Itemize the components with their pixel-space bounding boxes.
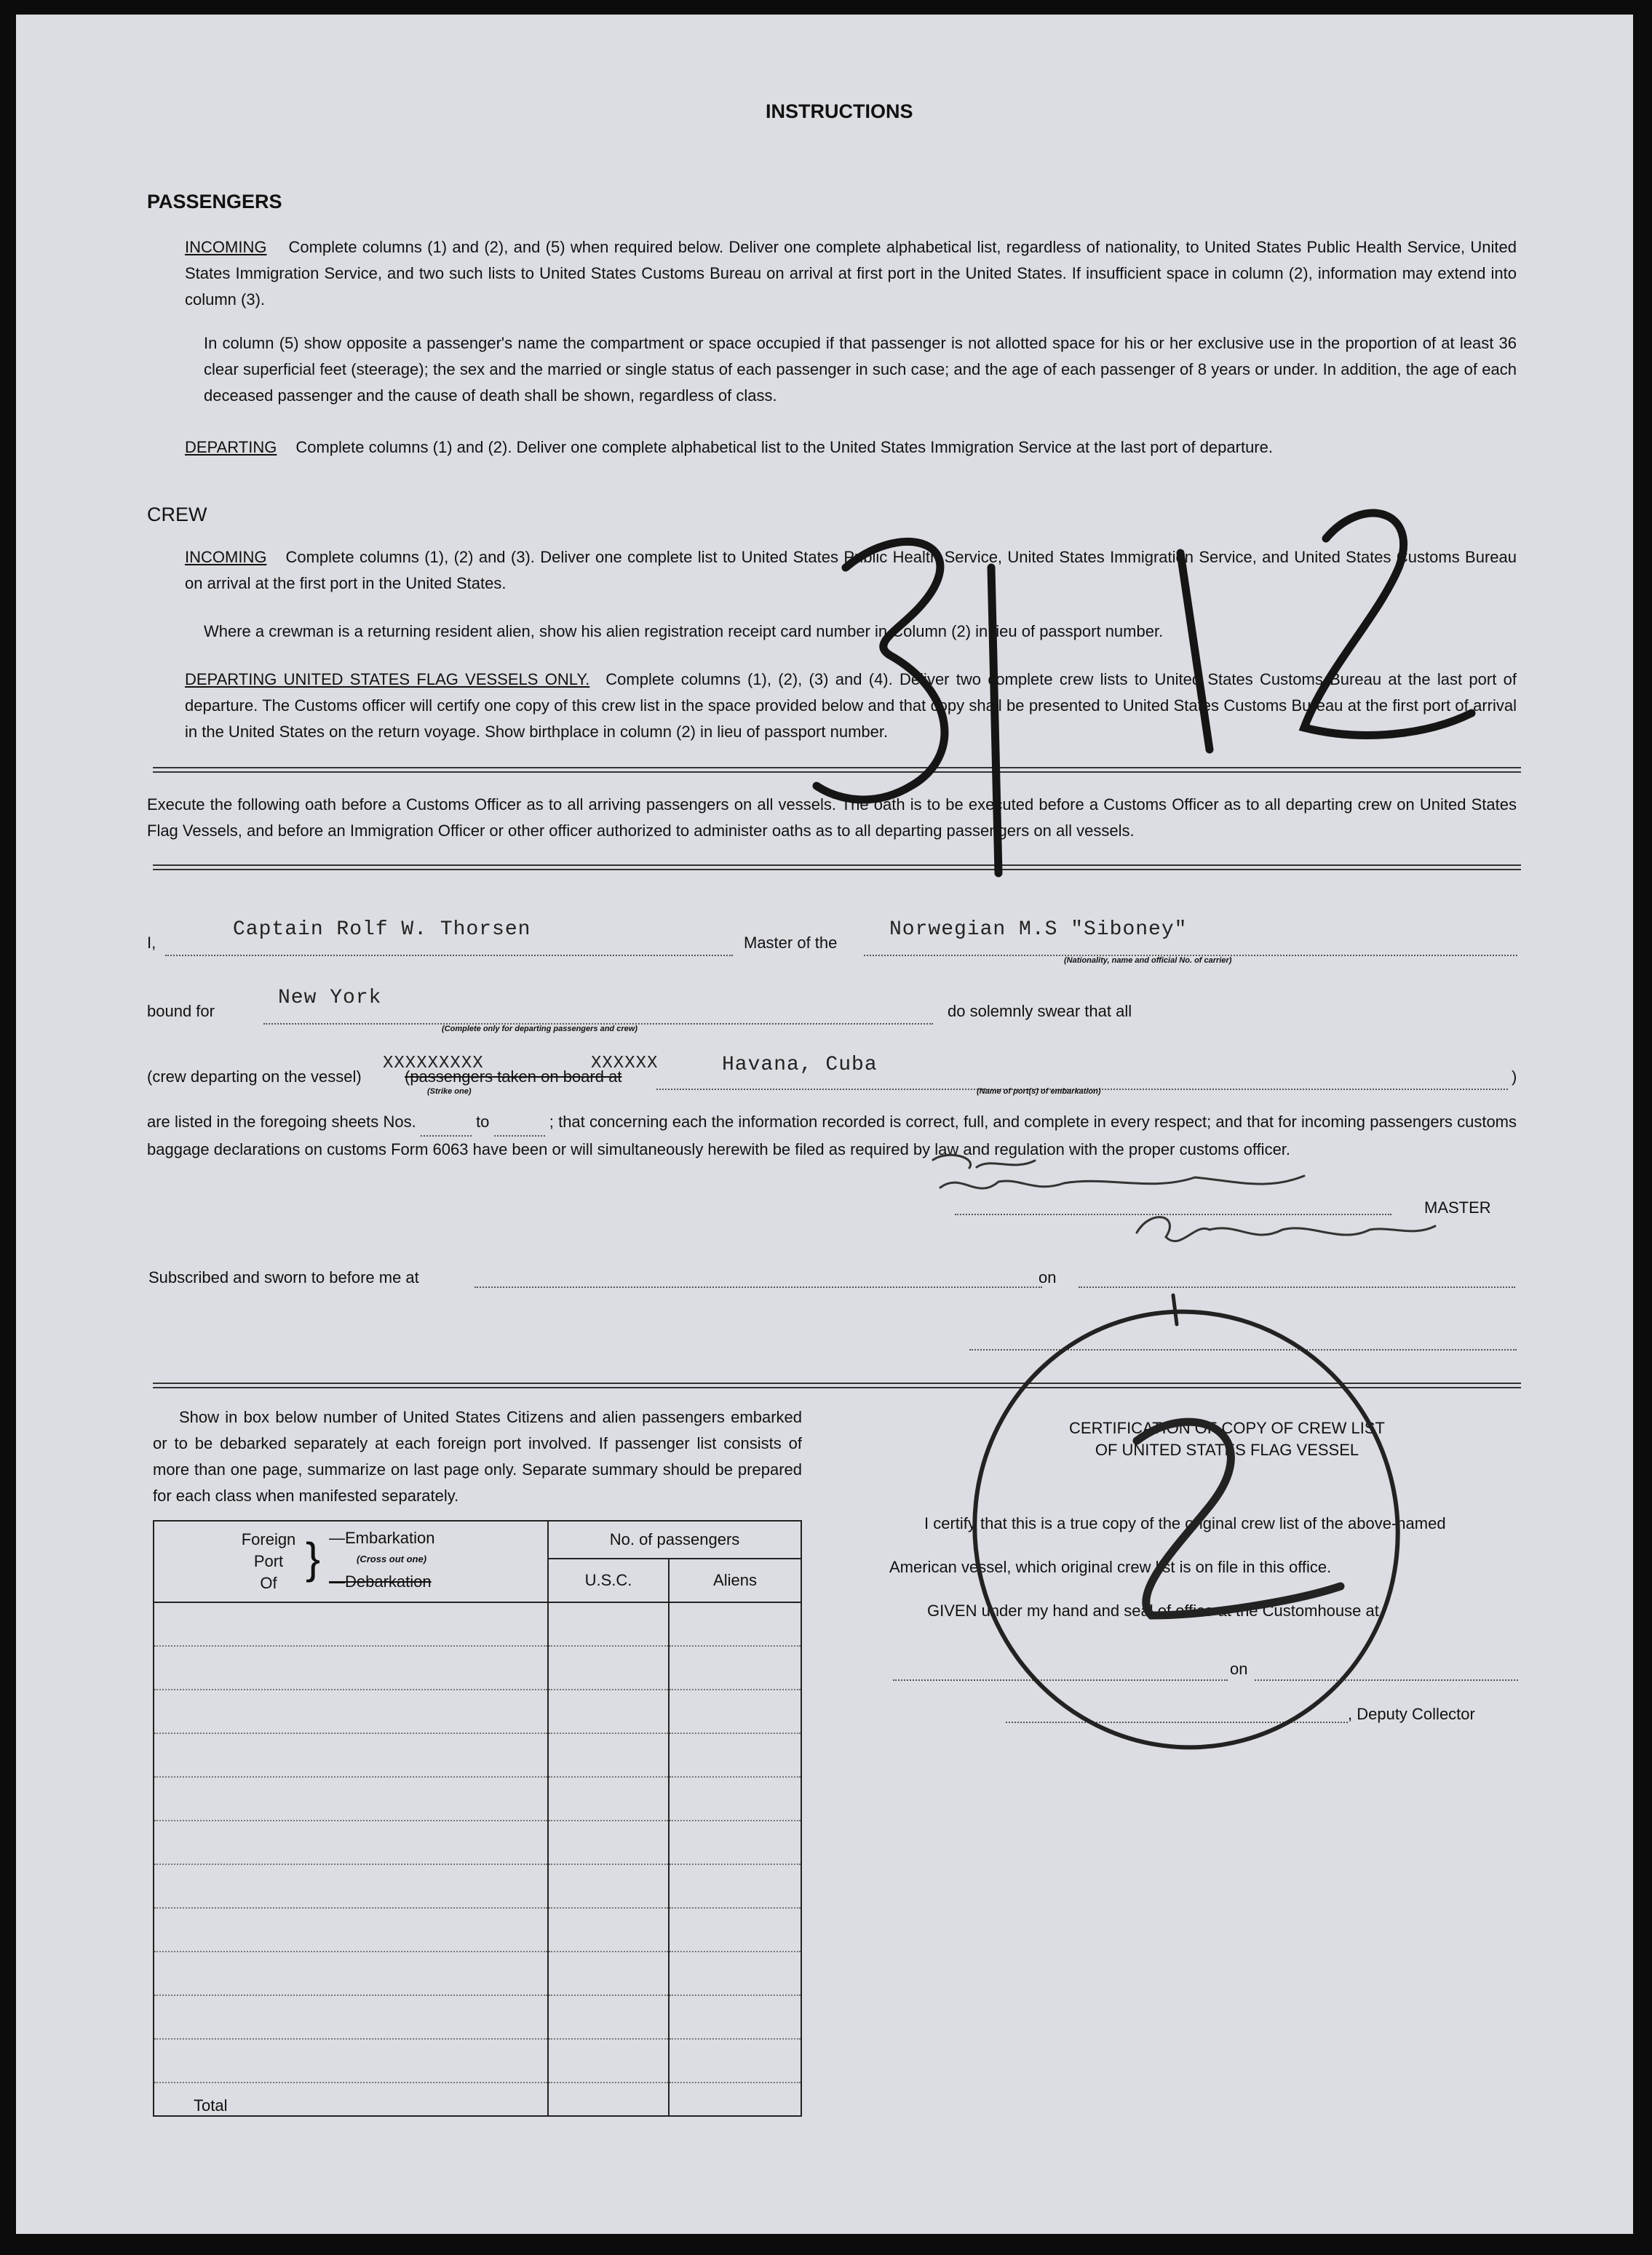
port-row[interactable]: [154, 1690, 547, 1734]
master-of-label: Master of the: [744, 934, 838, 952]
divider-rule: [153, 767, 1521, 768]
swear-text: do solemnly swear that all: [948, 1002, 1132, 1020]
vessel-value: Norwegian M.S "Siboney": [889, 918, 1188, 941]
passengers-incoming-block: [185, 234, 1517, 313]
summary-instructions: Show in box below number of United States Citizens and alien passengers embarked or to be debarked separately at each foreign port involved. If passenger list consists of more than one page, summarize on last page only. Separate summary should be prepared for each class when manifested separately.: [153, 1408, 802, 1505]
manifest-page: [16, 15, 1633, 2234]
divider-rule: [153, 771, 1521, 773]
close-paren: ): [1512, 1067, 1517, 1086]
deputy-signature-field[interactable]: [1006, 1703, 1348, 1723]
strike-marks-1: XXXXXXXXX: [383, 1054, 484, 1073]
passengers-departing-text: Complete columns (1) and (2). Deliver one complete alphabetical list to the United States Immigration Service at the last port of departure.: [295, 438, 1273, 456]
cert-date-field[interactable]: [1255, 1661, 1518, 1681]
embark-port-value: Havana, Cuba: [722, 1054, 878, 1076]
port-row[interactable]: [154, 1821, 547, 1865]
port-row[interactable]: [154, 1734, 547, 1778]
oath-i-label: I,: [147, 934, 156, 952]
port-word: Port: [253, 1552, 284, 1570]
brace-glyph: }: [306, 1534, 321, 1583]
debarkation-option[interactable]: —Debarkation: [329, 1572, 432, 1591]
passengers-incoming-text: Complete columns (1) and (2), and (5) when required below. Deliver one complete alphabetical list, regardless of nationality, to United States Public Health Service, United States Immigration Service, and two such lists to United States Customs Bureau on arrival at first port in the United States. If insufficient space in column (2), information may extend into column (3).: [185, 238, 1517, 309]
port-row[interactable]: [154, 1952, 547, 1996]
aliens-header: Aliens: [713, 1571, 757, 1589]
passengers-incoming-label: INCOMING: [185, 238, 267, 256]
subscribed-on-label: on: [1039, 1268, 1057, 1286]
divider-rule: [153, 869, 1521, 870]
destination-value: New York: [278, 987, 382, 1009]
strike-caption: (Strike one): [427, 1087, 472, 1096]
sheet-to-field[interactable]: [494, 1109, 545, 1137]
sheets-text-1: are listed in the foregoing sheets Nos.: [147, 1113, 416, 1131]
port-row[interactable]: [154, 1647, 547, 1690]
foreign-port-header: [154, 1521, 548, 1602]
passengers-taken-label: (passengers taken on board at: [405, 1067, 622, 1086]
master-name-value: Captain Rolf W. Thorsen: [233, 918, 531, 941]
embark-caption: (Name of port(s) of embarkation): [977, 1087, 1101, 1096]
crew-heading: CREW: [147, 504, 207, 525]
cert-line1: I certify that this is a true copy of the original crew list of the above-named: [924, 1514, 1446, 1532]
sheets-paragraph: [147, 1109, 1517, 1163]
destination-caption: (Complete only for departing passengers and crew): [442, 1025, 638, 1033]
oath-intro: Execute the following oath before a Customs Officer as to all arriving passengers on all vessels. The oath is to be executed before a Customs Officer as to all departing crew on United States Flag Vessels, and before an Immigration Officer or other officer authorized to administer oaths as to all departing passengers on all vessels.: [147, 795, 1517, 840]
sheets-to: to: [476, 1113, 490, 1131]
deputy-collector-label: , Deputy Collector: [1348, 1705, 1475, 1723]
port-row[interactable]: [154, 1603, 547, 1647]
cert-title-line2: OF UNITED STATES FLAG VESSEL: [1095, 1441, 1359, 1459]
sheets-text-2: ; that concerning each the information recorded is correct, full, and complete in every respect; and that for incoming passengers customs baggage declarations on customs Form 6063 have been or will simultaneously herewith be filed as required by law and regulation with the proper customs officer.: [147, 1113, 1517, 1158]
passengers-departing-block: [185, 434, 1517, 461]
cross-out-caption: (Cross out one): [357, 1554, 427, 1564]
crew-departing-text: Complete columns (1), (2), (3) and (4). Deliver two complete crew lists to United States Customs Bureau at the last port of departure. The Customs officer will certify one copy of this crew list in the space provided below and that copy shall be presented to United States Customs Bureau at the first port of arrival in the United States on the return voyage. Show birthplace in column (2) in lieu of passport number.: [185, 670, 1517, 741]
vessel-caption: (Nationality, name and official No. of carrier): [1064, 956, 1232, 965]
signature-name-stroke: [1137, 1217, 1435, 1241]
total-label: Total: [194, 2096, 228, 2115]
master-label: MASTER: [1424, 1198, 1491, 1217]
subscribed-date-field[interactable]: [1079, 1268, 1515, 1288]
divider-rule: [153, 864, 1521, 866]
port-row[interactable]: [154, 1996, 547, 2040]
crew-resident-text: Where a crewman is a returning resident alien, show his alien registration receipt card number in Column (2) in lieu of passport number.: [204, 622, 1164, 640]
foreign-word: Foreign: [241, 1530, 296, 1548]
passengers-departing-label: DEPARTING: [185, 438, 277, 456]
bound-for-label: bound for: [147, 1002, 215, 1020]
officer-signature-field[interactable]: [969, 1330, 1517, 1351]
crew-incoming-block: [185, 544, 1517, 597]
instructions-title: INSTRUCTIONS: [766, 100, 913, 122]
port-column: [154, 1602, 548, 2116]
ports-summary-table: [153, 1520, 802, 2117]
signature-note-line2: [940, 1176, 1304, 1188]
sheet-from-field[interactable]: [421, 1109, 472, 1137]
cert-line2: American vessel, which original crew list is on file in this office.: [889, 1558, 1332, 1576]
strike-marks-2: XXXXXX: [591, 1054, 659, 1073]
port-row[interactable]: [154, 1865, 547, 1909]
of-word: Of: [260, 1574, 277, 1592]
passengers-count-header: [548, 1521, 801, 1602]
cert-line3: GIVEN under my hand and seal of office at the Customhouse at: [927, 1602, 1379, 1620]
master-signature-field[interactable]: [955, 1195, 1391, 1215]
cert-on-label: on: [1230, 1660, 1248, 1678]
foreign-port-of-label: [236, 1529, 301, 1594]
crew-departing-label: DEPARTING UNITED STATES FLAG VESSELS ONLY.: [185, 670, 590, 688]
usc-header: U.S.C.: [549, 1559, 670, 1602]
port-row[interactable]: [154, 2040, 547, 2083]
passengers-heading: PASSENGERS: [147, 191, 282, 212]
certification-title: [1023, 1417, 1431, 1461]
embarkation-option[interactable]: —Embarkation: [329, 1529, 435, 1547]
aliens-column[interactable]: [669, 1602, 801, 2116]
subscribed-label: Subscribed and sworn to before me at: [148, 1268, 419, 1286]
cert-title-line1: CERTIFICATION OF COPY OF CREW LIST: [1069, 1419, 1385, 1437]
crew-incoming-text: Complete columns (1), (2) and (3). Deliver one complete list to United States Public Health Service, United States Immigration Service, and United States Customs Bureau on arrival at the first port in the United States.: [185, 548, 1517, 592]
divider-rule: [153, 1383, 1521, 1384]
crew-departing-label-strike: (crew departing on the vessel): [147, 1067, 362, 1086]
cert-place-field[interactable]: [893, 1661, 1228, 1681]
subscribed-place-field[interactable]: [474, 1268, 1042, 1288]
passengers-column5-text: In column (5) show opposite a passenger's name the compartment or space occupied if that passenger is not allotted space for his or her exclusive use in the proportion of at least 36 clear superficial feet (steerage); the sex and the married or single status of each passenger in such case; and the age of each passenger of 8 years or under. In addition, the age of each deceased passenger and the cause of death shall be shown, regardless of class.: [204, 334, 1517, 405]
port-row[interactable]: [154, 1778, 547, 1821]
tick-stroke: [1173, 1295, 1177, 1324]
port-row[interactable]: [154, 1909, 547, 1952]
usc-column[interactable]: [548, 1602, 669, 2116]
divider-rule: [153, 1387, 1521, 1388]
no-of-passengers-label: No. of passengers: [549, 1522, 801, 1559]
crew-departing-block: [185, 667, 1517, 745]
crew-incoming-label: INCOMING: [185, 548, 267, 566]
